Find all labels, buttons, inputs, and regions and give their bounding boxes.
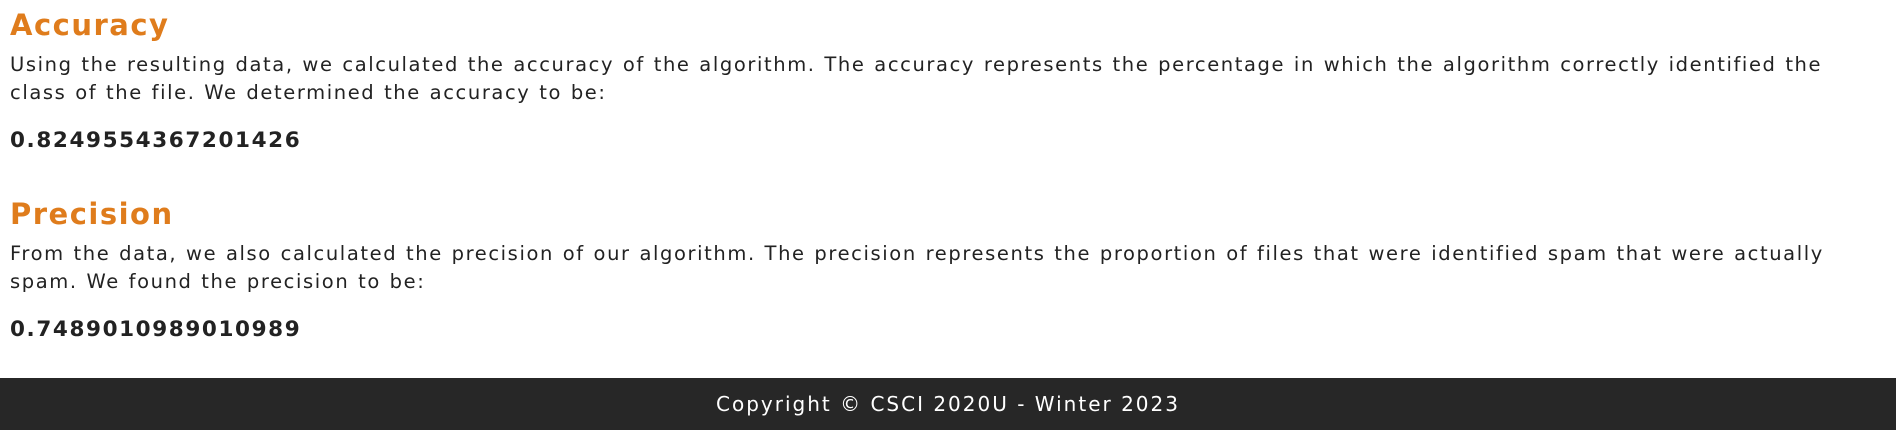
precision-description: From the data, we also calculated the precision of our algorithm. The precision represents the proportion of files that were identified spam that were actually spam. We found the precision to be: bbox=[10, 242, 1824, 293]
precision-section bbox=[10, 194, 1882, 345]
accuracy-section bbox=[10, 5, 1882, 156]
precision-value: 0.7489010989010989 bbox=[10, 317, 302, 342]
accuracy-value: 0.8249554367201426 bbox=[10, 128, 302, 153]
footer-copyright: Copyright © CSCI 2020U - Winter 2023 bbox=[716, 392, 1180, 416]
accuracy-heading: Accuracy bbox=[10, 8, 170, 42]
accuracy-description: Using the resulting data, we calculated the accuracy of the algorithm. The accuracy represents the percentage in which the algorithm correctly identified the class of the file. We determined the accuracy to be: bbox=[10, 53, 1823, 104]
precision-heading: Precision bbox=[10, 197, 174, 231]
footer bbox=[0, 378, 1896, 430]
